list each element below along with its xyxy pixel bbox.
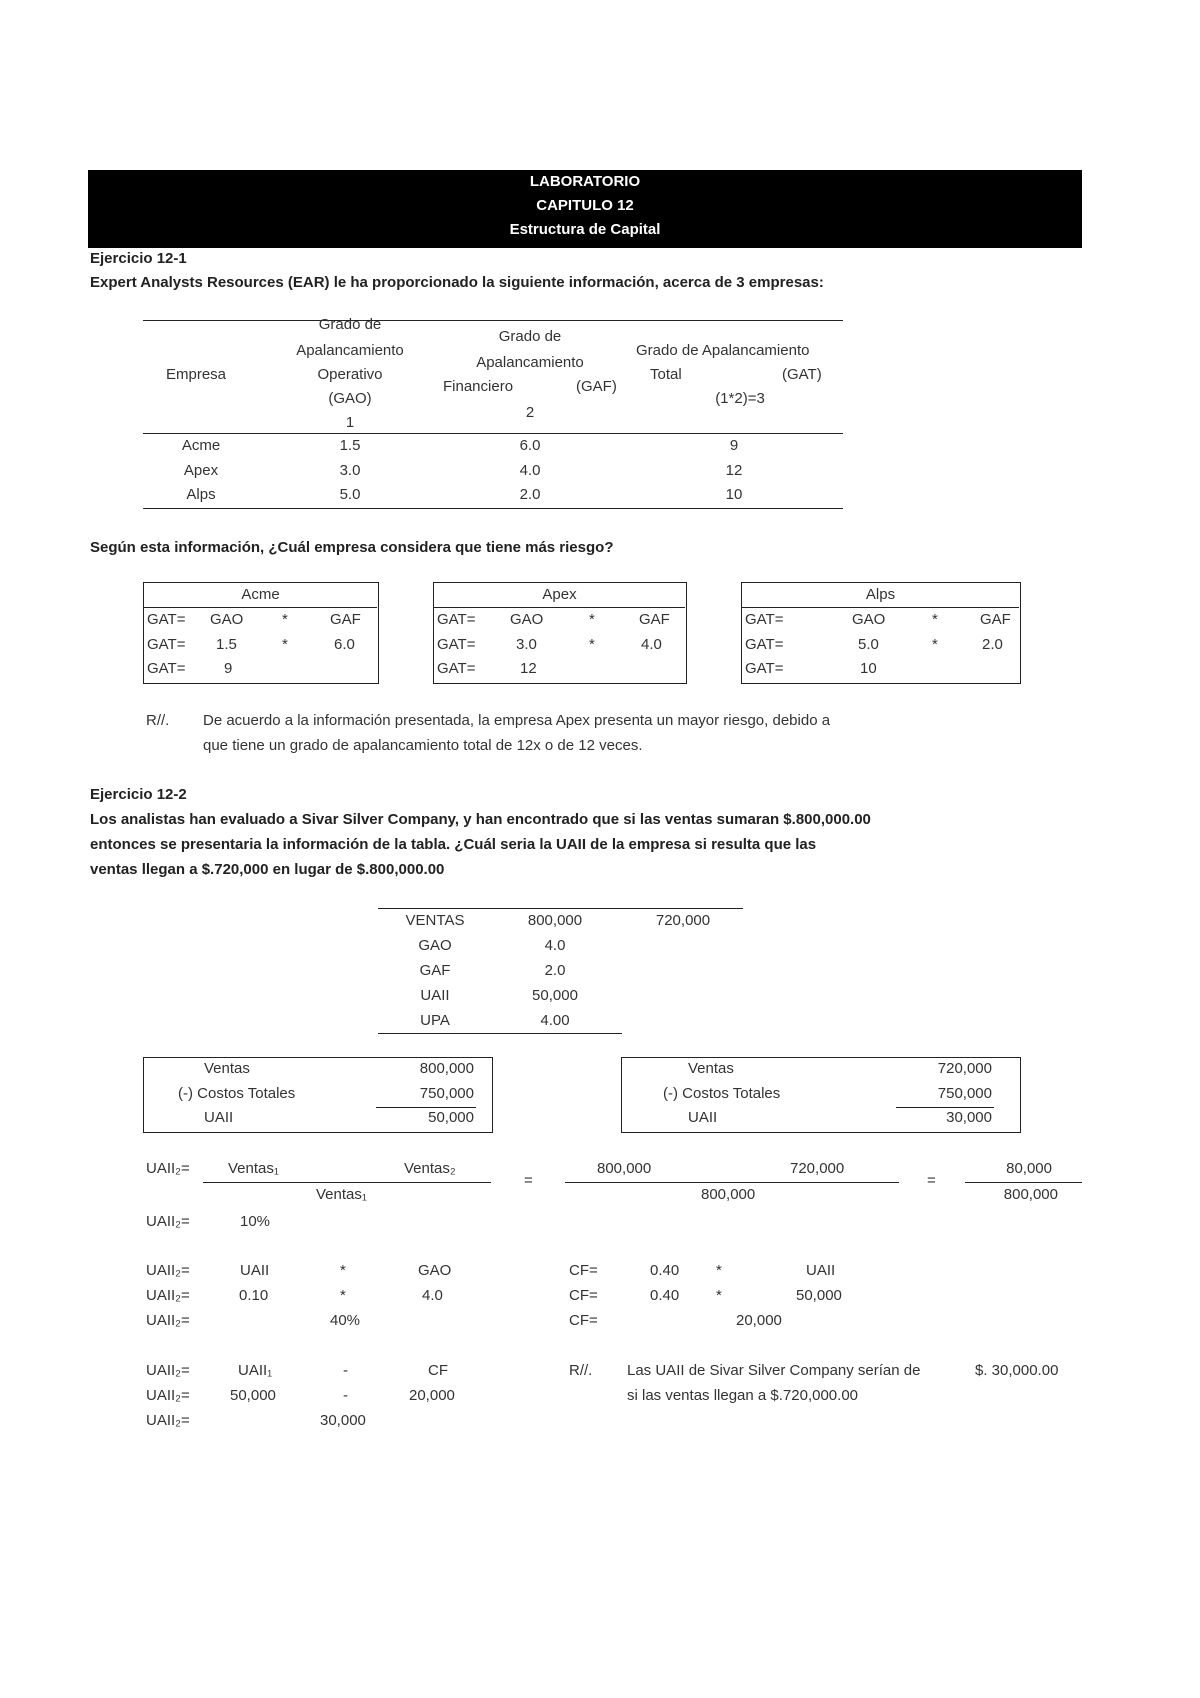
box-op: * — [282, 636, 288, 653]
table-row-value: 4.0 — [544, 937, 566, 954]
answer-line-2: que tiene un grado de apalancamiento total de 12x o de 12 veces. — [203, 737, 643, 754]
income-uaii-value: 50,000 — [428, 1109, 474, 1126]
calc-term: UAII — [240, 1262, 270, 1279]
calc-op: * — [716, 1287, 722, 1304]
header-title: LABORATORIO — [529, 173, 641, 190]
calc-lhs: CF= — [569, 1287, 598, 1304]
row-empresa: Alps — [186, 486, 216, 503]
formula-result-value: 10% — [240, 1213, 271, 1230]
ex2-statement-2: entonces se presentaria la información de la tabla. ¿Cuál seria la UAII de la empresa si resulta que las — [90, 836, 817, 853]
answer-label: R//. — [146, 712, 170, 729]
final-answer-amount: $. 30,000.00 — [975, 1362, 1059, 1379]
col-gat-l3: (1*2)=3 — [715, 390, 765, 407]
box-result: 12 — [520, 660, 537, 677]
col-gao-l5: 1 — [345, 414, 355, 431]
calc-lhs: UAII₂= — [146, 1412, 190, 1429]
income-sales-value: 800,000 — [419, 1060, 474, 1077]
calc-op: * — [340, 1287, 346, 1304]
calc-lhs: UAII₂= — [146, 1262, 190, 1279]
gat-box-apex — [433, 582, 687, 684]
calc-result: 30,000 — [320, 1412, 366, 1429]
calc-lhs: CF= — [569, 1262, 598, 1279]
col-gaf-l2: Apalancamiento — [476, 354, 584, 371]
box-v-gaf: 2.0 — [982, 636, 1003, 653]
header-subtitle: Estructura de Capital — [509, 221, 661, 238]
box-v-gaf: 6.0 — [334, 636, 355, 653]
calc-term: 0.40 — [650, 1287, 680, 1304]
income-uaii-label: UAII — [204, 1109, 234, 1126]
box-label: GAT= — [437, 636, 476, 653]
income-uaii-label: UAII — [688, 1109, 718, 1126]
formula-result-num: 80,000 — [1006, 1160, 1052, 1177]
ex2-statement-3: ventas llegan a $.720,000 en lugar de $.800,000.00 — [90, 861, 445, 878]
row-gaf: 4.0 — [519, 462, 541, 479]
box-v-gao: 3.0 — [516, 636, 537, 653]
box-label: GAT= — [745, 611, 784, 628]
ex1-statement: Expert Analysts Resources (EAR) le ha proporcionado la siguiente información, acerca de 3 empresas: — [90, 274, 824, 291]
box-label: GAT= — [745, 636, 784, 653]
box-gaf: GAF — [980, 611, 1011, 628]
box-gaf: GAF — [330, 611, 361, 628]
calc-term: CF — [428, 1362, 448, 1379]
calc-lhs: UAII₂= — [146, 1387, 190, 1404]
calc-term: 0.10 — [239, 1287, 269, 1304]
box-label: GAT= — [745, 660, 784, 677]
final-answer-line-2: si las ventas llegan a $.720,000.00 — [627, 1387, 858, 1404]
col-gaf-l4: 2 — [525, 404, 535, 421]
table-row-label: UAII — [420, 987, 450, 1004]
header-chapter: CAPITULO 12 — [536, 197, 634, 214]
calc-op: - — [343, 1387, 348, 1404]
ex1-title: Ejercicio 12-1 — [90, 250, 187, 267]
formula-lhs: UAII₂= — [146, 1160, 190, 1177]
formula-result-den: 800,000 — [1003, 1186, 1058, 1203]
income-box-800k — [143, 1057, 493, 1133]
col-gaf-l1: Grado de — [498, 328, 562, 345]
col-empresa: Empresa — [166, 366, 227, 383]
income-sales-label: Ventas — [688, 1060, 734, 1077]
formula-n1: 800,000 — [597, 1160, 652, 1177]
income-sales-label: Ventas — [204, 1060, 250, 1077]
table-row-value: 2.0 — [544, 962, 566, 979]
row-gat: 12 — [725, 462, 743, 479]
col-gao-l2: Apalancamiento — [296, 342, 404, 359]
box-op: * — [932, 636, 938, 653]
box-op: * — [932, 611, 938, 628]
col-gaf-l3a: Financiero — [443, 378, 514, 395]
row-gaf: 2.0 — [519, 486, 541, 503]
ex2-statement-1: Los analistas han evaluado a Sivar Silver Company, y han encontrado que si las ventas sumaran $.800,000.00 — [90, 811, 871, 828]
col-gaf-l3b: (GAF) — [576, 378, 617, 395]
answer-line-1: De acuerdo a la información presentada, la empresa Apex presenta un mayor riesgo, debido a — [203, 712, 831, 729]
sales-alt-value: 720,000 — [655, 912, 711, 929]
table-row-label: UPA — [420, 1012, 450, 1029]
calc-op: * — [340, 1262, 346, 1279]
box-op: * — [589, 611, 595, 628]
row-empresa: Acme — [181, 437, 221, 454]
box-gao: GAO — [852, 611, 886, 628]
calc-result: 40% — [330, 1312, 361, 1329]
final-answer-label: R//. — [569, 1362, 593, 1379]
row-gat: 9 — [729, 437, 739, 454]
calc-lhs: UAII₂= — [146, 1312, 190, 1329]
calc-op: * — [716, 1262, 722, 1279]
table-row-value: 50,000 — [532, 987, 578, 1004]
box-label: GAT= — [437, 611, 476, 628]
income-uaii-value: 30,000 — [946, 1109, 992, 1126]
box-result: 9 — [224, 660, 233, 677]
row-gaf: 6.0 — [519, 437, 541, 454]
calc-lhs: UAII₂= — [146, 1362, 190, 1379]
calc-term: UAII — [806, 1262, 836, 1279]
formula-eq: = — [524, 1172, 533, 1189]
income-sales-value: 720,000 — [937, 1060, 992, 1077]
col-gao-l1: Grado de — [318, 316, 382, 333]
col-gao-l3: Operativo — [317, 366, 383, 383]
formula-n2: 720,000 — [790, 1160, 845, 1177]
income-costs-value: 750,000 — [937, 1085, 992, 1102]
box-v-gaf: 4.0 — [641, 636, 662, 653]
formula-eq-2: = — [927, 1172, 936, 1189]
row-empresa: Apex — [183, 462, 219, 479]
income-costs-label: (-) Costos Totales — [663, 1085, 781, 1102]
box-result: 10 — [860, 660, 877, 677]
box-label: GAT= — [147, 660, 186, 677]
calc-term: 0.40 — [650, 1262, 680, 1279]
gat-box-acme — [143, 582, 379, 684]
formula-result-lhs: UAII₂= — [146, 1213, 190, 1230]
box-v-gao: 1.5 — [216, 636, 237, 653]
row-gao: 1.5 — [339, 437, 361, 454]
row-gat: 10 — [725, 486, 743, 503]
box-label: GAT= — [147, 611, 186, 628]
box-gaf: GAF — [639, 611, 670, 628]
row-gao: 3.0 — [339, 462, 361, 479]
formula-den: Ventas₁ — [316, 1186, 367, 1203]
gat-box-alps — [741, 582, 1021, 684]
box-gao: GAO — [210, 611, 244, 628]
box-op: * — [589, 636, 595, 653]
formula-d: 800,000 — [701, 1186, 756, 1203]
box-title: Apex — [542, 586, 577, 603]
col-gao-l4: (GAO) — [328, 390, 372, 407]
calc-op: - — [343, 1362, 348, 1379]
box-v-gao: 5.0 — [858, 636, 879, 653]
table-row-label: GAO — [418, 937, 452, 954]
income-box-720k — [621, 1057, 1021, 1133]
calc-lhs: UAII₂= — [146, 1287, 190, 1304]
box-title: Acme — [241, 586, 280, 603]
box-gao: GAO — [510, 611, 544, 628]
table-row-value: 4.00 — [540, 1012, 570, 1029]
final-answer-line-1: Las UAII de Sivar Silver Company serían de — [627, 1362, 921, 1379]
ex1-question: Según esta información, ¿Cuál empresa considera que tiene más riesgo? — [90, 539, 614, 556]
col-gat-l1: Grado de Apalancamiento — [636, 342, 810, 359]
box-label: GAT= — [437, 660, 476, 677]
calc-term: GAO — [418, 1262, 452, 1279]
calc-result: 20,000 — [736, 1312, 782, 1329]
ex2-title: Ejercicio 12-2 — [90, 786, 187, 803]
row-gao: 5.0 — [339, 486, 361, 503]
income-costs-label: (-) Costos Totales — [178, 1085, 296, 1102]
sales-value: 800,000 — [527, 912, 583, 929]
calc-term: 4.0 — [422, 1287, 443, 1304]
lab-header — [88, 170, 1082, 248]
sales-label: VENTAS — [405, 912, 465, 929]
formula-num-1: Ventas₁ — [228, 1160, 279, 1177]
calc-term: 50,000 — [230, 1387, 276, 1404]
calc-term: 20,000 — [409, 1387, 455, 1404]
col-gat-l2b: (GAT) — [782, 366, 822, 383]
formula-num-2: Ventas₂ — [404, 1160, 456, 1177]
income-costs-value: 750,000 — [419, 1085, 474, 1102]
calc-lhs: CF= — [569, 1312, 598, 1329]
calc-term: UAII₁ — [238, 1362, 273, 1379]
box-label: GAT= — [147, 636, 186, 653]
calc-term: 50,000 — [796, 1287, 842, 1304]
table-row-label: GAF — [419, 962, 451, 979]
box-title: Alps — [865, 586, 896, 603]
box-op: * — [282, 611, 288, 628]
col-gat-l2a: Total — [650, 366, 682, 383]
